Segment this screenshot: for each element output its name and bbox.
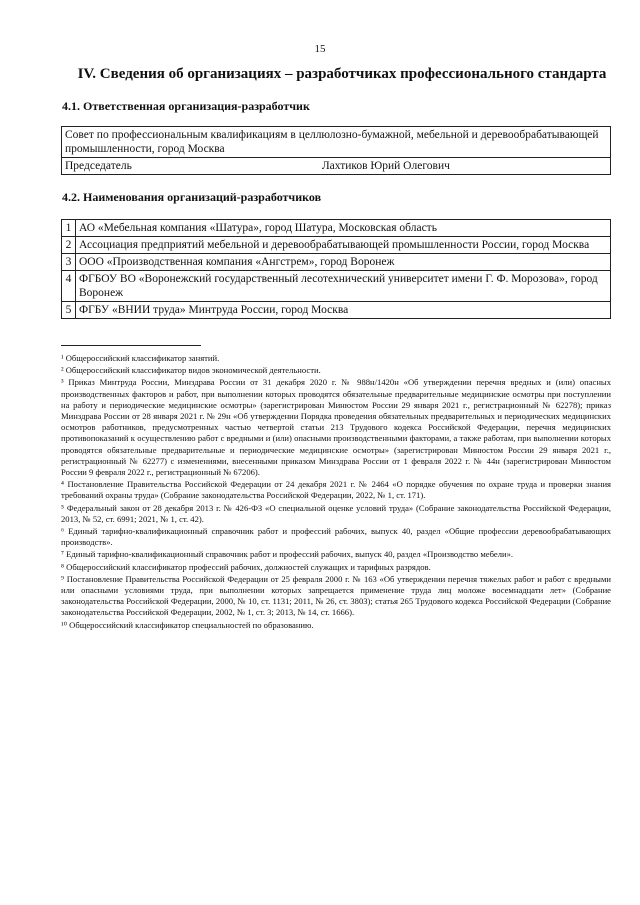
footnote-6: ⁶ Единый тарифно-квалификационный справочник работ и профессий рабочих, выпуск 40, раздел «Общие профессии деревообрабатывающих производств». [61,526,611,548]
table-row [62,127,611,158]
footnote-7: ⁷ Единый тарифно-квалификационный справочник работ и профессий рабочих, выпуск 40, раздел «Производство мебели». [61,549,514,560]
row-number: 3 [62,254,76,271]
footnote-divider [61,345,201,346]
row-number: 1 [62,220,76,237]
organization-name: АО «Мебельная компания «Шатура», город Шатура, Московская область [76,220,611,237]
section-title: IV. Сведения об организациях – разработчиках профессионального стандарта [77,66,607,82]
page-number: 15 [314,43,326,55]
signatory-cell [62,158,611,175]
organization-name: ФГБУ «ВНИИ труда» Минтруда России, город Москва [76,302,611,319]
row-number: 4 [62,271,76,302]
footnote-3: ³ Приказ Минтруда России, Минздрава России от 31 декабря 2020 г. № 988н/1420н «Об утверждении перечня вредных и (или) опасных производственных факторов и работ, при выполнении которых проводятся обязательные предварительные медицинские осмотры при поступлении на работу и периодические медицинские осмотры» (зарегистрирован Минюстом России 29 января 2021 г., регистрационный № 62278); приказ Минздрава России от 28 января 2021 г. № 29н «Об утверждении Порядка проведения обязательных предварительных и периодических медицинских осмотров работников, предусмотренных частью четвертой статьи 213 Трудового кодекса Российской Федерации, перечня медицинских противопоказаний к осуществлению работ с вредными и (или) опасными производственными факторами, а также работам, при выполнении которых проводятся обязательные предварительные и периодические медицинские осмотры» (зарегистрирован Минюстом России 29 января 2021 г., регистрационный № 62277) с изменениями, внесенными приказом Минздрава России от 1 февраля 2022 г. № 44н (зарегистрирован Минюстом России 9 февраля 2022 г., регистрационный № 67206). [61,377,611,478]
footnote-1: ¹ Общероссийский классификатор занятий. [61,353,220,363]
table-row [62,220,611,237]
person-name: Лахтиков Юрий Олегович [321,160,450,172]
row-number: 2 [62,237,76,254]
table-row [62,271,611,302]
table-row [62,237,611,254]
organization-name: Ассоциация предприятий мебельной и деревообрабатывающей промышленности России, город Москва [76,237,611,254]
footnote-5: ⁵ Федеральный закон от 28 декабря 2013 г. № 426-ФЗ «О специальной оценке условий труда» (Собрание законодательства Российской Федерации, 2013, № 52, ст. 6991; 2021, № 1, ст. 42). [61,502,611,524]
organization-cell: Совет по профессиональным квалификациям в целлюлозно-бумажной, мебельной и деревообрабатывающей промышленности, город Москва [62,127,611,158]
table-row [62,158,611,175]
footnote-4: ⁴ Постановление Правительства Российской Федерации от 24 декабря 2021 г. № 2464 «О порядке обучения по охране труда и проверки знания требований охраны труда» (Собрание законодательства Российской Федерации, 2022, № 1, ст. 171). [61,479,611,501]
developer-organizations-table [61,219,611,319]
footnote-9: ⁹ Постановление Правительства Российской Федерации от 25 февраля 2000 г. № 163 «Об утверждении перечня тяжелых работ и работ с вредными или опасными условиями труда, при выполнении которых запрещается применение труда лиц моложе восемнадцати лет» (Собрание законодательства Российской Федерации, 2000, № 10, ст. 1131; 2011, № 26, ст. 3803); статья 265 Трудового кодекса Российской Федерации (Собрание законодательства Российской Федерации, 2002, № 1, ст. 3; 2013, № 14, ст. 1666). [61,573,611,618]
footnote-10: ¹⁰ Общероссийский классификатор специальностей по образованию. [61,619,314,630]
responsible-organization-table [61,126,611,175]
table-row [62,302,611,319]
position-label: Председатель [65,160,132,172]
row-number: 5 [62,302,76,319]
footnote-2: ² Общероссийский классификатор видов экономической деятельности. [61,365,321,376]
organization-name: ООО «Производственная компания «Ангстрем», город Воронеж [76,254,611,271]
subsection-title-responsible: 4.1. Ответственная организация-разработчик [62,99,310,113]
table-row [62,254,611,271]
footnote-8: ⁸ Общероссийский классификатор профессий рабочих, должностей служащих и тарифных разрядов. [61,561,431,572]
subsection-title-developers: 4.2. Наименования организаций-разработчиков [62,190,322,204]
footnotes [61,353,611,632]
organization-name: ФГБОУ ВО «Воронежский государственный лесотехнический университет имени Г. Ф. Морозова», город Воронеж [76,271,611,302]
